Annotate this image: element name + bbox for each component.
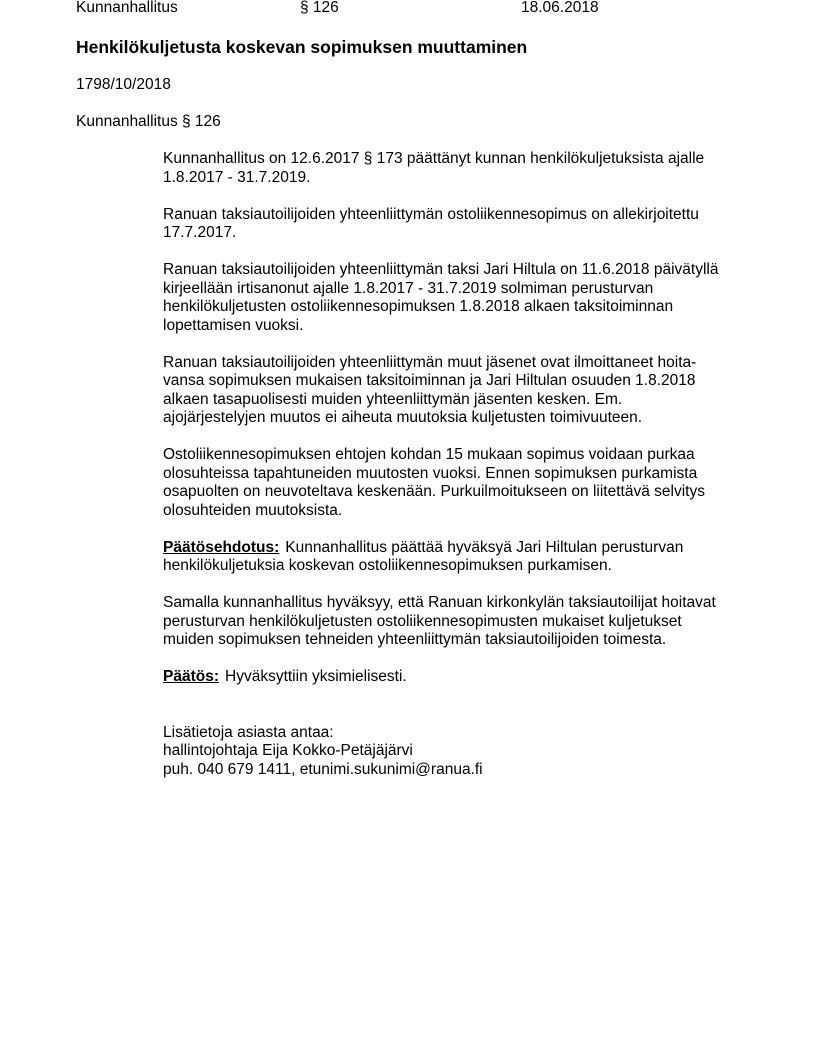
paragraph-line: Ostoliikennesopimuksen ehtojen kohdan 15 mukaan sopimus voidaan purkaa (163, 446, 695, 463)
body-section: Kunnanhallitus § 126 (76, 113, 221, 130)
decision-text: Hyväksyttiin yksimielisesti. (225, 668, 407, 685)
paragraph-line: osapuolten on neuvoteltava keskenään. Purkuilmoitukseen on liitettävä selvitys (163, 483, 705, 500)
paragraph-line: ajojärjestelyjen muutos ei aiheuta muutoksia kuljetusten toimivuuteen. (163, 409, 643, 426)
record-number: 1798/10/2018 (76, 76, 171, 93)
paragraph-line: henkilökuljetusten ostoliikennesopimuksen 1.8.2018 alkaen taksitoiminnan (163, 298, 674, 315)
proposal-line: Kunnanhallitus päättää hyväksyä Jari Hiltulan perusturvan (285, 538, 684, 556)
additional-paragraph (163, 594, 783, 650)
paragraph-line: Ranuan taksiautoilijoiden yhteenliittymän ostoliikennesopimus on allekirjoitettu (163, 205, 699, 223)
additional-line: perusturvan henkilökuljetusten ostoliikennesopimusten mukaiset kuljetukset (163, 612, 682, 630)
paragraph-line: Kunnanhallitus on 12.6.2017 § 173 päättänyt kunnan henkilökuljetuksista ajalle (163, 150, 705, 167)
proposal-paragraph (163, 539, 783, 576)
paragraph-line: vansa sopimuksen mukaisen taksitoiminnan ja Jari Hiltulan osuuden 1.8.2018 (163, 372, 696, 389)
header-date: 18.06.2018 (521, 0, 599, 16)
contact-line: Lisätietoja asiasta antaa: (163, 723, 334, 741)
document-title: Henkilökuljetusta koskevan sopimuksen muuttaminen (76, 37, 528, 57)
paragraph-line: kirjeellään irtisanonut ajalle 1.8.2017 - 31.7.2019 solmiman perusturvan (163, 279, 654, 297)
paragraph-line: Ranuan taksiautoilijoiden yhteenliittymän muut jäsenet ovat ilmoittaneet hoita- (163, 353, 697, 371)
paragraph-line: olosuhteiden muutoksista. (163, 501, 343, 519)
contact-line: hallintojohtaja Eija Kokko-Petäjäjärvi (163, 742, 413, 759)
body-paragraph (163, 446, 783, 520)
decision-label: Päätös: (163, 668, 219, 685)
proposal-label: Päätösehdotus: (163, 538, 280, 556)
header-body: Kunnanhallitus (76, 0, 178, 16)
additional-line: muiden sopimuksen tehneiden yhteenliittymän taksiautoilijoiden toimesta. (163, 631, 667, 648)
additional-line: Samalla kunnanhallitus hyväksyy, että Ranuan kirkonkylän taksiautoilijat hoitavat (163, 594, 716, 611)
paragraph-line: Ranuan taksiautoilijoiden yhteenliittymän taksi Jari Hiltula on 11.6.2018 päivätyllä (163, 261, 719, 278)
header-section: § 126 (300, 0, 339, 16)
paragraph-line: olosuhteissa tapahtuneiden muutosten vuoksi. Ennen sopimuksen purkamista (163, 464, 698, 482)
paragraph-line: alkaen tasapuolisesti muiden yhteenliittymän jäsenten kesken. Em. (163, 390, 623, 408)
paragraph-line: 17.7.2017. (163, 224, 237, 241)
body-paragraph (163, 261, 783, 335)
paragraph-line: 1.8.2017 - 31.7.2019. (163, 168, 311, 186)
document-body (163, 150, 783, 798)
body-paragraph (163, 354, 783, 428)
body-paragraph (163, 206, 783, 243)
contact-paragraph (163, 724, 783, 780)
decision-paragraph (163, 668, 783, 687)
contact-line: puh. 040 679 1411, etunimi.sukunimi@ranua.fi (163, 760, 483, 778)
body-paragraph (163, 150, 783, 187)
paragraph-line: lopettamisen vuoksi. (163, 316, 304, 334)
proposal-line: henkilökuljetuksia koskevan ostoliikennesopimuksen purkamisen. (163, 557, 612, 574)
